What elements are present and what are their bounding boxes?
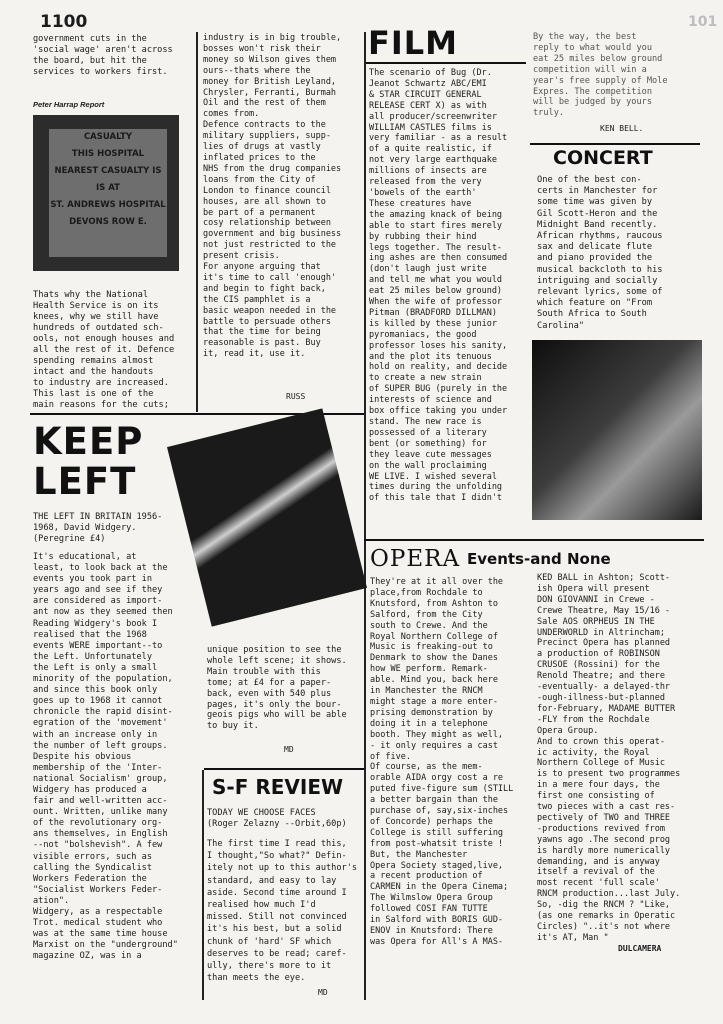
column-divider-2 (364, 32, 366, 1000)
cis-signature: RUSS (286, 392, 306, 401)
opera-text-left: They're at it all over the place,from Rochdale to Knutsford, from Ashton to Salford, from the City south to Crewe. And the Royal Northern College of Music is freaking-out to Denmark to show the Danes how WE perform. Remark- able. Mind you, back here in Manchester the RNCM might stage a more enter- prising demonstration by doing it in a telephone booth. They might as well, - it only requires a cast of five. Of course, as the mem- orable AIDA orgy cost a re puted five-figure sum (STILL a better bargain than the purchase of, say,six-inches of Concorde) perhaps the College is still suffering from post-whatsit triste ! But, the Manchester Opera Society staged,live, a recent production of CARMEN in the Opera Cinema; The Wilmslow Opera Group followed COSI FAN TUTTE in Salford with BORIS GUD- ENOV in Knutsford: There was Opera for All's A MAS- (370, 577, 514, 947)
cis-pamphlet-text: industry is in big trouble, bosses won't risk their money so Wilson gives them ours--thats where the money for British Leyland, Chrysler, Ferranti, Burmah Oil and the rest of them comes from. Defence contracts to the military suppliers, supp- lies of drugs at vastly inflated prices to the NHS from the drug companies loans from the City of London to finance council houses, are all shown to be part of a permanent cosy relationship between government and big business not just restricted to the present crisis. For anyone arguing that it's time to call 'enough' and begin to fight back, the CIS pamphlet is a basic weapon needed in the battle to persuade others that the time for being reasonable is past. Buy it, read it, use it. (203, 33, 342, 360)
keep-left-review-text: It's educational, at least, to look back at the events you took part in years ago and see if they are considered as import- ant now as they seemed then Reading Widgery's book I realised that the 1968 events WERE important--to the Left. Unfortunately the Left is only a small minority of the population, and since this book only goes up to 1968 it cannot chronicle the rapid disint- egration of the 'movement' with an increase only in the number of left groups. Despite his obvious membership of the 'Inter- national Socialism' group, Widgery has produced a fair and well-written acc- ount. Written, unlike many of the revolutionary org- ans themselves, in English --not "bolshevish". A few visible errors, such as calling the Syndicalist Workers Federation the "Socialist Workers Feder- ation". Widgery, as a respectable Trot. medical student who was at the same time house Marxist on the "underground" magazine OZ, was in a (33, 552, 178, 962)
film-heading: FILM (368, 24, 458, 62)
keep-left-heading-line2: LEFT (33, 460, 137, 503)
sf-review-text: The first time I read this, I thought,"So what?" Defin- itely not up to this author's standard, and easy to lay aside. Second time around I realised how much I'd missed. Still not convinced it's his best, but a solid chunk of 'hard' SF which deserves to be read; caref- ully, there's more to it than meets the eye. (207, 839, 358, 984)
book-subhead: THE LEFT IN BRITAIN 1956- 1968, David Widgery. (Peregrine £4) (33, 512, 163, 544)
column-divider-1 (196, 32, 198, 412)
keep-left-heading-line1: KEEP (33, 420, 144, 463)
keep-left-signature: MD (284, 745, 294, 754)
sf-signature: MD (318, 988, 328, 997)
opera-top-rule (364, 539, 704, 541)
film-top-rule (366, 62, 526, 64)
concert-review-text: One of the best con- certs in Manchester for some time was given by Gil Scott-Heron and the Midnight Band recently. African rhythms, raucous sax and delicate flute and piano provided the musical backcloth to his intriguing and socially relevant lyrics, some of which feature on "From South Africa to South Carolina" (537, 175, 663, 331)
events-heading: Events-and None (467, 550, 611, 568)
nhs-intro-text: government cuts in the 'social wage' aren't across the board, but hit the services to workers first. (33, 34, 173, 77)
keep-left-continued-text: unique position to see the whole left scene; it shows. Main trouble with this tome; at £4 for a paper- back, even with 540 plus pages, it's only the bour- geois pigs who will be able to buy it. (207, 645, 347, 732)
nhs-body-text: Thats why the National Health Service is on its knees, why we still have hundreds of outdated sch- ools, not enough houses and all the rest of it. Defence spending remains almost intact and the handouts to industry are increased. This last is one of the main reasons for the cuts; (33, 290, 175, 410)
opera-heading: OPERA (370, 546, 461, 572)
sf-review-heading: S-F REVIEW (212, 775, 344, 799)
corner-mark: 101 (688, 14, 718, 30)
competition-text: By the way, the best reply to what would you eat 25 miles below ground competition will win a year's free supply of Mole Expres. The competition will be judged by yours truly. (533, 32, 668, 119)
opera-signature: DULCAMERA (618, 944, 662, 953)
concert-top-rule (530, 143, 700, 145)
film-signature: KEN BELL. (600, 124, 644, 133)
sf-top-rule (204, 768, 364, 770)
opera-text-right: KED BALL in Ashton; Scott- ish Opera will present DON GIOVANNI in Crewe - Crewe Theatre, May 15/16 - Sale AOS ORPHEUS IN THE UNDERWORLD in Altrincham; Precinct Opera has planned a production of ROBINSON CRUSOE (Rossini) for the Renold Theatre; and there -eventually- a delayed-thr -ough-illness-but-planned for-February, MADAME BUTTER -FLY from the Rochdale Opera Group. And to crown this operat- ic activity, the Royal Northern College of Music is to present two programmes in a mere four days, the first one consisting of two pieces with a cast res- pectively of TWO and THREE -productions revived from yawns ago .The second prog is hardly more numerically demanding, and is anyway itself a revival of the most recent 'full scale' RNCM production...last July. So, -dig the RNCM ? "Like, (as one remarks in Operatic Circles) "..it's not where it's AT, Man " (537, 573, 681, 943)
film-review-text: The scenario of Bug (Dr. Jeanot Schwartz ABC/EMI & STAR CIRCUIT GENERAL RELEASE CERT X) as with all producer/screenwriter WILLIAM CASTLES films is very familiar - as a result of a quite realistic, if not very large earthquake millions of insects are released from the very 'bowels of the earth' These creatures have the amazing knack of being able to start fires merely by rubbing their hind legs together. The result- ing ashes are then consumed (don't laugh just write and tell me what you would eat 25 miles below ground) When the wife of professor Pitman (BRADFORD DILLMAN) is killed by these junior pyromaniacs, the good professor loses his sanity, and the plot its tenuous hold on reality, and decide to create a new strain of SUPER BUG (purely in the interests of science and box office taking you under stand. The new race is possessed of a literary bent (or something) for they leave cute messages on the wall proclaiming WE LIVE. I wished several times during the unfolding of this tale that I didn't (369, 68, 508, 504)
hospital-sign-text: CASUALTY THIS HOSPITAL NEAREST CASUALTY IS IS AT ST. ANDREWS HOSPITAL DEVONS ROW E. (49, 129, 167, 257)
concert-heading: CONCERT (553, 147, 653, 169)
page-number: 1100 (40, 12, 88, 32)
hospital-sign-photo (33, 115, 179, 271)
photo-caption: Peter Harrap Report (33, 100, 105, 109)
gil-scott-heron-photo (532, 340, 702, 520)
sf-book-subhead: TODAY WE CHOOSE FACES (Roger Zelazny --Orbit,60p) (207, 808, 347, 829)
